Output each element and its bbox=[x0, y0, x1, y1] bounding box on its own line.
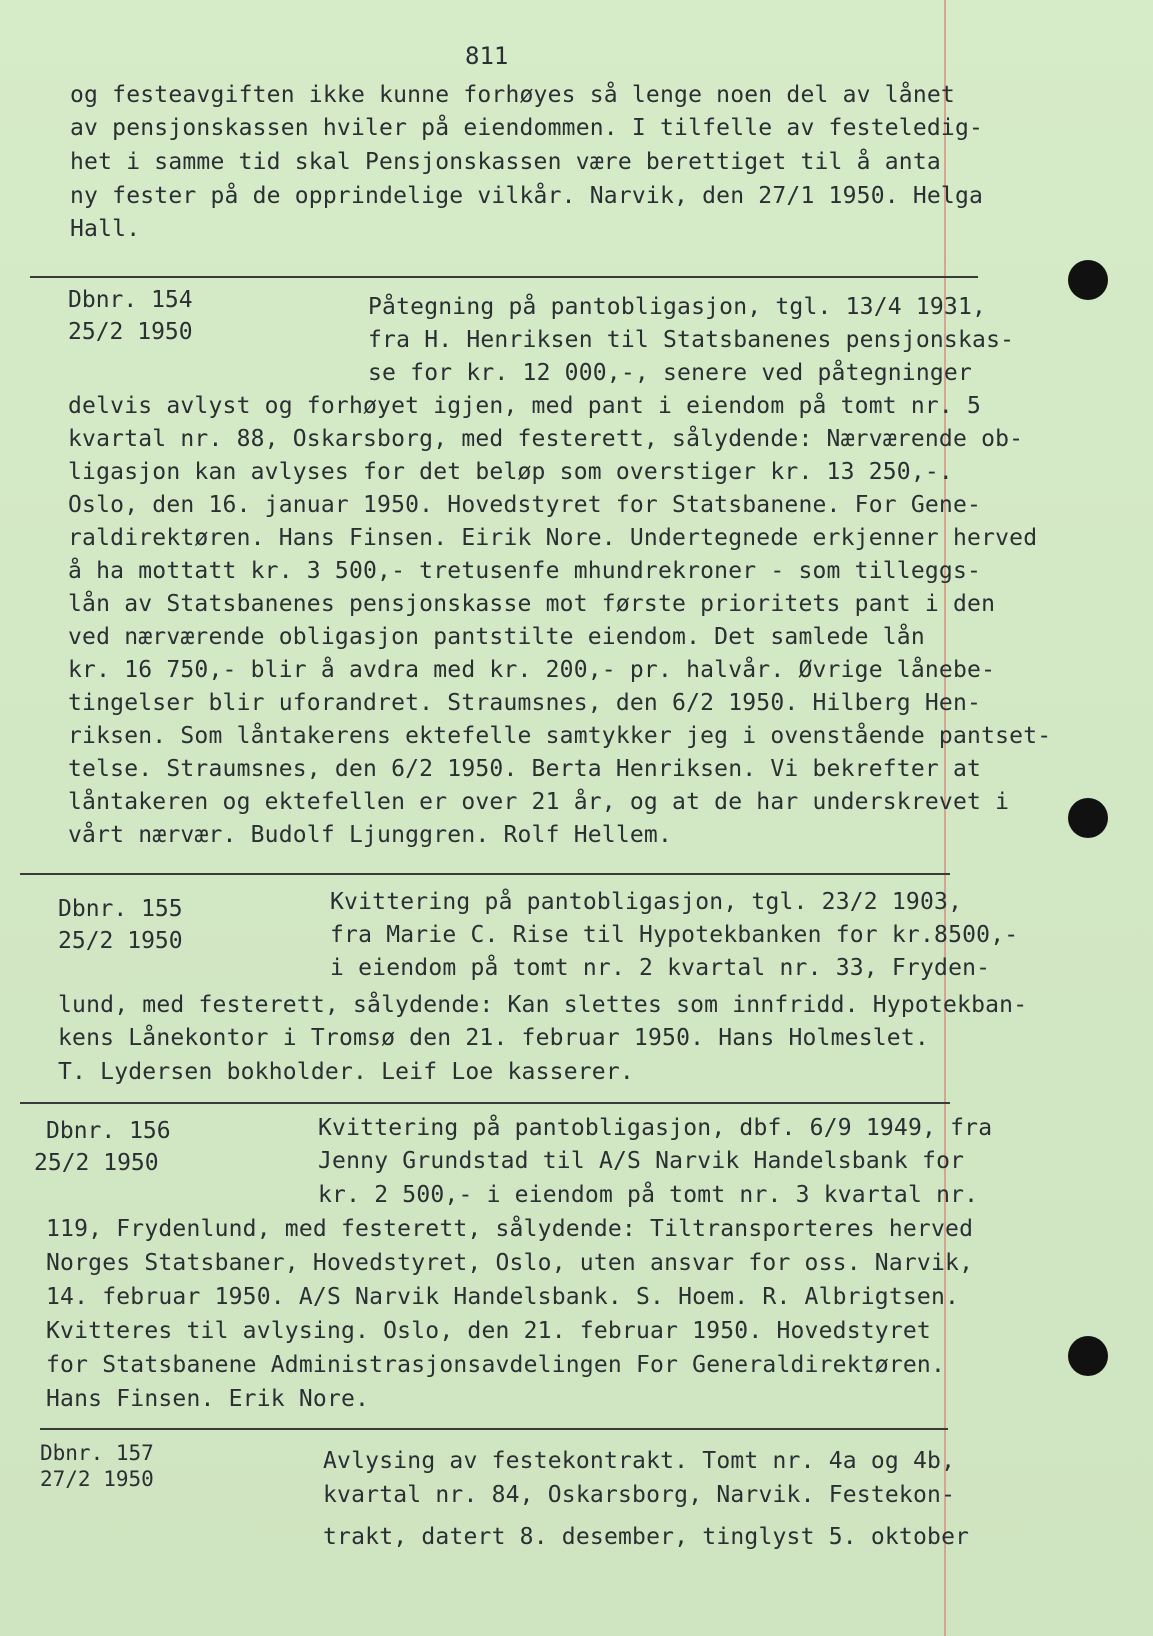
entry-date: 25/2 1950 bbox=[34, 1150, 159, 1176]
entry-number: Dbnr. 154 bbox=[68, 287, 193, 313]
text-line: se for kr. 12 000,-, senere ved påtegninger bbox=[368, 360, 973, 386]
text-line: låntakeren og ektefellen er over 21 år, og at de har underskrevet i bbox=[68, 789, 1010, 815]
text-line: Kvitteres til avlysing. Oslo, den 21. februar 1950. Hovedstyret bbox=[46, 1318, 931, 1344]
entry-divider bbox=[30, 276, 978, 278]
text-line: Kvittering på pantobligasjon, dbf. 6/9 1949, fra bbox=[318, 1115, 993, 1141]
entry-date: 25/2 1950 bbox=[58, 928, 183, 954]
text-line: kvartal nr. 84, Oskarsborg, Narvik. Festekon- bbox=[323, 1482, 956, 1508]
text-line: kens Lånekontor i Tromsø den 21. februar 1950. Hans Holmeslet. bbox=[58, 1025, 929, 1051]
text-line: i eiendom på tomt nr. 2 kvartal nr. 33, Fryden- bbox=[330, 955, 991, 981]
entry-number: Dbnr. 157 bbox=[40, 1441, 154, 1465]
text-line: og festeavgiften ikke kunne forhøyes så lenge noen del av lånet bbox=[70, 82, 955, 108]
text-line: ligasjon kan avlyses for det beløp som overstiger kr. 13 250,-. bbox=[68, 459, 953, 485]
entry-date: 27/2 1950 bbox=[40, 1467, 154, 1491]
punch-hole bbox=[1068, 1336, 1108, 1376]
entry-number: Dbnr. 156 bbox=[46, 1118, 171, 1144]
text-line: Avlysing av festekontrakt. Tomt nr. 4a og 4b, bbox=[323, 1448, 956, 1474]
text-line: Oslo, den 16. januar 1950. Hovedstyret for Statsbanene. For Gene- bbox=[68, 492, 982, 518]
text-line: Hall. bbox=[70, 216, 141, 242]
text-line: delvis avlyst og forhøyet igjen, med pant i eiendom på tomt nr. 5 bbox=[68, 393, 982, 419]
text-line: av pensjonskassen hviler på eiendommen. I tilfelle av festeledig- bbox=[70, 115, 984, 141]
entry-divider bbox=[40, 1428, 948, 1430]
text-line: trakt, datert 8. desember, tinglyst 5. oktober bbox=[323, 1524, 970, 1550]
margin-line bbox=[944, 0, 946, 1636]
entry-divider bbox=[20, 1102, 950, 1104]
text-line: Jenny Grundstad til A/S Narvik Handelsbank for bbox=[318, 1148, 965, 1174]
text-line: kvartal nr. 88, Oskarsborg, med festerett, sålydende: Nærværende ob- bbox=[68, 426, 1024, 452]
text-line: Hans Finsen. Erik Nore. bbox=[46, 1386, 370, 1412]
text-line: å ha mottatt kr. 3 500,- tretusenfe mhundrekroner - som tilleggs- bbox=[68, 558, 982, 584]
text-line: ny fester på de opprindelige vilkår. Narvik, den 27/1 1950. Helga bbox=[70, 183, 984, 209]
text-line: het i samme tid skal Pensjonskassen være berettiget til å anta bbox=[70, 149, 941, 175]
text-line: fra H. Henriksen til Statsbanenes pensjonskas- bbox=[368, 327, 1015, 353]
text-line: Påtegning på pantobligasjon, tgl. 13/4 1931, bbox=[368, 294, 987, 320]
punch-hole bbox=[1068, 260, 1108, 300]
text-line: Kvittering på pantobligasjon, tgl. 23/2 1903, bbox=[330, 889, 963, 915]
text-line: riksen. Som låntakerens ektefelle samtykker jeg i ovenstående pantset- bbox=[68, 723, 1052, 749]
entry-number: Dbnr. 155 bbox=[58, 896, 183, 922]
page-number: 811 bbox=[465, 42, 509, 70]
text-line: 119, Frydenlund, med festerett, sålydende: Tiltransporteres herved bbox=[46, 1216, 974, 1242]
text-line: vårt nærvær. Budolf Ljunggren. Rolf Hellem. bbox=[68, 822, 673, 848]
entry-date: 25/2 1950 bbox=[68, 319, 193, 345]
text-line: fra Marie C. Rise til Hypotekbanken for kr.8500,- bbox=[330, 922, 1019, 948]
text-line: kr. 2 500,- i eiendom på tomt nr. 3 kvartal nr. bbox=[318, 1182, 979, 1208]
text-line: for Statsbanene Administrasjonsavdelingen For Generaldirektøren. bbox=[46, 1352, 946, 1378]
text-line: ved nærværende obligasjon pantstilte eiendom. Det samlede lån bbox=[68, 624, 925, 650]
text-line: raldirektøren. Hans Finsen. Eirik Nore. Undertegnede erkjenner herved bbox=[68, 525, 1038, 551]
text-line: lån av Statsbanenes pensjonskasse mot første prioritets pant i den bbox=[68, 591, 996, 617]
text-line: tingelser blir uforandret. Straumsnes, den 6/2 1950. Hilberg Hen- bbox=[68, 690, 982, 716]
punch-hole bbox=[1068, 798, 1108, 838]
text-line: lund, med festerett, sålydende: Kan slettes som innfridd. Hypotekban- bbox=[58, 992, 1028, 1018]
text-line: Norges Statsbaner, Hovedstyret, Oslo, uten ansvar for oss. Narvik, bbox=[46, 1250, 974, 1276]
text-line: kr. 16 750,- blir å avdra med kr. 200,- pr. halvår. Øvrige lånebe- bbox=[68, 657, 996, 683]
entry-divider bbox=[20, 873, 950, 875]
text-line: telse. Straumsnes, den 6/2 1950. Berta Henriksen. Vi bekrefter at bbox=[68, 756, 982, 782]
text-line: 14. februar 1950. A/S Narvik Handelsbank. S. Hoem. R. Albrigtsen. bbox=[46, 1284, 960, 1310]
text-line: T. Lydersen bokholder. Leif Loe kasserer. bbox=[58, 1059, 634, 1085]
